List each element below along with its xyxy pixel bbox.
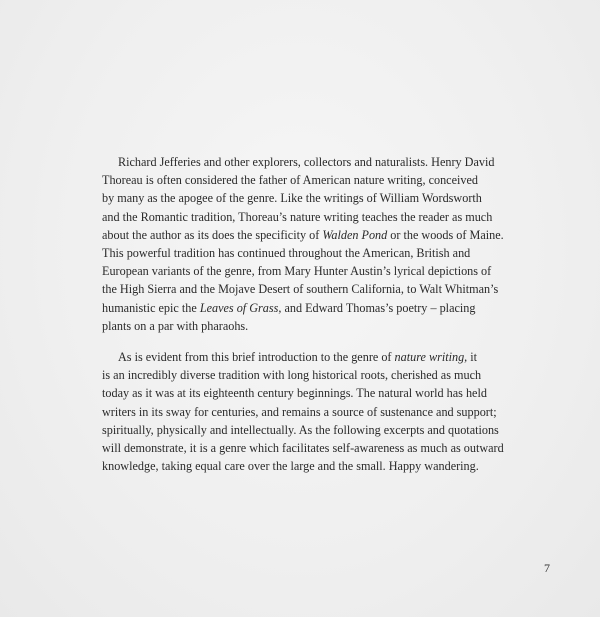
text-line [102,299,522,317]
text-run: As is evident from this brief introduction to the genre of [118,350,395,364]
text-run: or the woods of Maine. [387,227,504,242]
text-run: and Edward Thomas’s poetry – placing [281,300,476,315]
text-line: by many as the apogee of the genre. Like the writings of William Wordsworth [102,191,482,206]
text-line: European variants of the genre, from Mary Hunter Austin’s lyrical depictions of [102,264,492,279]
text-line: the High Sierra and the Mojave Desert of southern California, to Walt Whitman’s [102,282,499,297]
paragraph-1 [102,153,522,335]
text-line: today as it was at its eighteenth century beginnings. The natural world has held [102,386,487,401]
italic-term-nature-writing: nature writing, [394,350,468,364]
text-line: will demonstrate, it is a genre which facilitates self-awareness as much as outward [102,441,504,456]
text-line [102,226,522,244]
paragraph-2 [102,348,522,475]
italic-title-walden-pond: Walden Pond [322,227,388,242]
text-line: knowledge, taking equal care over the large and the small. Happy wandering. [102,459,479,474]
text-line: Thoreau is often considered the father of American nature writing, conceived [102,173,478,188]
text-line: Richard Jefferies and other explorers, collectors and naturalists. Henry David [118,155,495,169]
italic-title-leaves-of-grass: Leaves of Grass, [199,300,282,315]
text-line: This powerful tradition has continued throughout the American, British and [102,246,471,261]
text-line: and the Romantic tradition, Thoreau’s nature writing teaches the reader as much [102,209,493,224]
text-line: spiritually, physically and intellectually. As the following excerpts and quotations [102,422,499,437]
text-run: about the author as its does the specificity of [102,227,323,242]
text-run: humanistic epic the [102,300,200,315]
text-run: it [467,350,478,364]
page-number: 7 [544,561,550,575]
text-line: is an incredibly diverse tradition with long historical roots, cherished as much [102,368,482,383]
text-line: plants on a par with pharaohs. [102,318,249,333]
text-line: writers in its sway for centuries, and remains a source of sustenance and support; [102,404,497,419]
text-line [102,348,522,366]
